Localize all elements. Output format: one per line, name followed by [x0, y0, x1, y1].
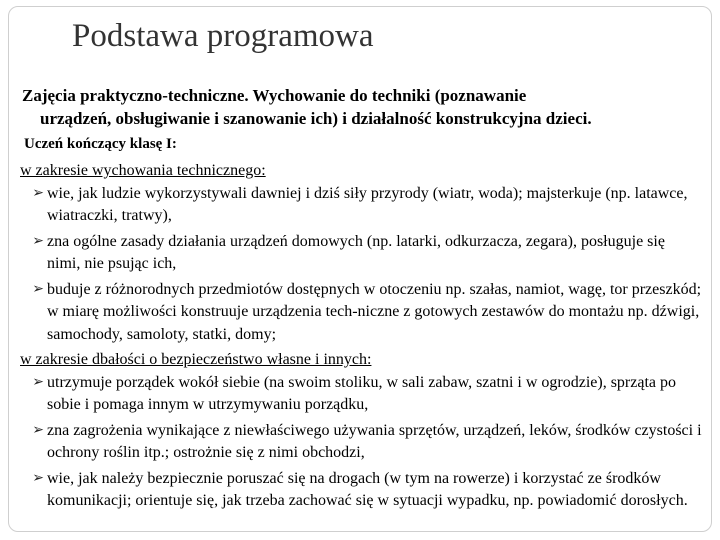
heading-line-1: Zajęcia praktyczno-techniczne. Wychowanie do techniki (poznawanie [22, 86, 527, 105]
subheading: Uczeń kończący klasę I: [24, 136, 177, 152]
bullet-arrow-icon: ➢ [32, 422, 44, 438]
list-item-text: wie, jak ludzie wykorzystywali dawniej i dziś siły przyrody (wiatr, woda); majsterkuje (np. latawce, wiatraczki, tratwy), [47, 184, 688, 224]
list-item [20, 372, 702, 417]
slide-title: Podstawa programowa [72, 18, 374, 54]
bullet-arrow-icon: ➢ [32, 281, 44, 297]
section-label-safety: w zakresie dbałości o bezpieczeństwo własne i innych: [20, 351, 372, 368]
list-item [20, 279, 702, 347]
bullet-arrow-icon: ➢ [32, 374, 44, 390]
list-item [20, 420, 702, 465]
bullet-arrow-icon: ➢ [32, 233, 44, 249]
bullet-arrow-icon: ➢ [32, 470, 44, 486]
list-item-text: buduje z różnorodnych przedmiotów dostępnych w otoczeniu np. szałas, namiot, wagę, tor przeszkód; w miarę możliwości konstruuje urządzenia tech-niczne z gotowych zestawów do montażu np. dźwigi, samochody, samoloty, statki, domy; [47, 280, 702, 343]
slide-heading [22, 84, 702, 130]
list-item-text: wie, jak należy bezpiecznie poruszać się na drogach (w tym na rowerze) i korzystać ze środków komunikacji; orientuje się, jak trzeba zachować się w sytuacji wypadku, np. powiadomić dorosłych. [47, 469, 688, 509]
list-item [20, 183, 702, 228]
section-label-technical: w zakresie wychowania technicznego: [20, 162, 266, 179]
list-item [20, 231, 702, 276]
heading-line-2: urządzeń, obsługiwanie i szanowanie ich) i działalność konstrukcyjna dzieci. [40, 109, 592, 128]
list-item-text: utrzymuje porządek wokół siebie (na swoim stoliku, w sali zabaw, szatni i w ogrodzie), sprząta po sobie i pomaga innym w utrzymywaniu porządku, [47, 373, 677, 413]
list-item [20, 468, 702, 513]
list-item-text: zna ogólne zasady działania urządzeń domowych (np. latarki, odkurzacza, zegara), posługuje się nimi, nie psując ich, [47, 232, 665, 272]
list-item-text: zna zagrożenia wynikające z niewłaściwego używania sprzętów, urządzeń, leków, środków czystości i ochrony roślin itp.; ostrożnie się z nimi obchodzi, [47, 421, 702, 461]
bullet-arrow-icon: ➢ [32, 185, 44, 201]
content-body [20, 160, 702, 516]
